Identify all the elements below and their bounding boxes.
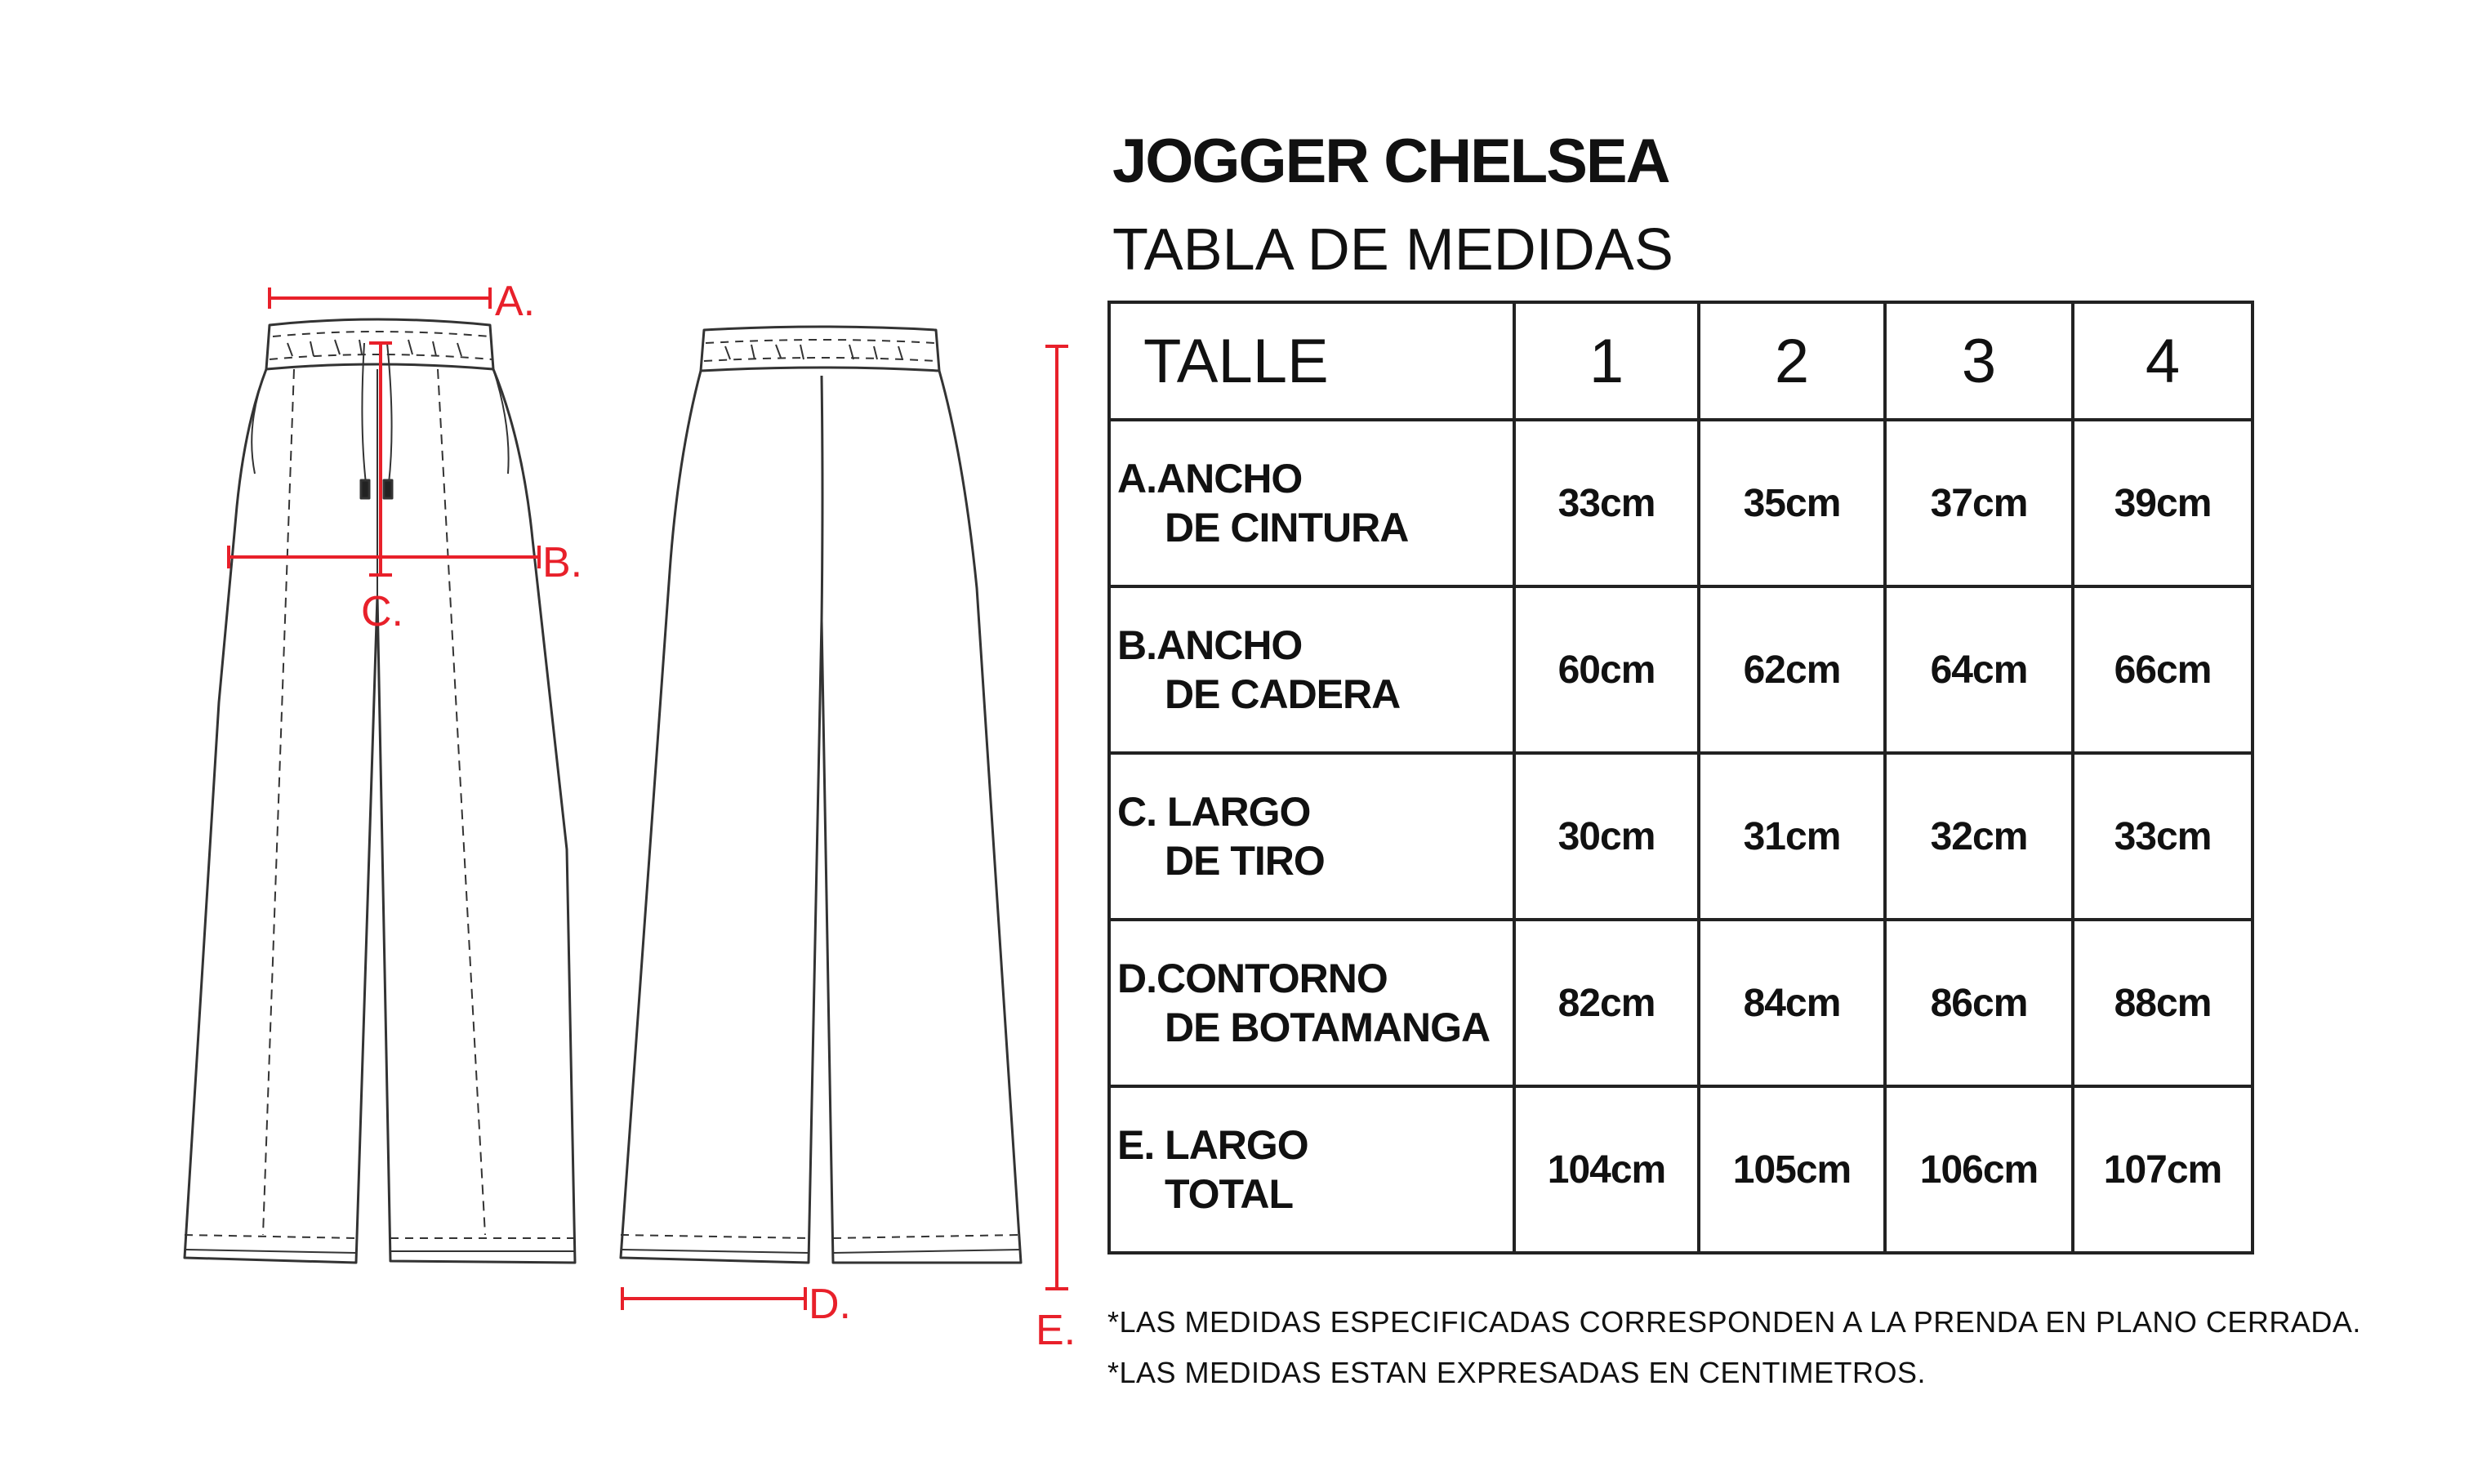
- marker-c: C.: [361, 588, 403, 635]
- footnote: *LAS MEDIDAS ESTAN EXPRESADAS EN CENTIMETROS.: [1107, 1356, 1927, 1389]
- measurement-lines: [229, 287, 1068, 1310]
- row-label: [1109, 920, 1514, 1086]
- cell-value: 84cm: [1699, 920, 1885, 1086]
- header-size-2: 2: [1699, 302, 1885, 420]
- row-label-line1: LARGO: [1165, 1122, 1308, 1168]
- table-row: [1109, 920, 2253, 1086]
- row-label-line1: CONTORNO: [1156, 956, 1388, 1001]
- size-table: [1107, 301, 2254, 1254]
- footnotes: [1107, 1297, 2361, 1398]
- row-code: A.: [1117, 456, 1156, 501]
- table-row: [1109, 753, 2253, 920]
- row-label-line1: LARGO: [1166, 789, 1311, 835]
- row-label-line2: DE CINTURA: [1165, 505, 1409, 550]
- header-size-4: 4: [2073, 302, 2253, 420]
- cell-value: 64cm: [1885, 586, 2073, 753]
- cell-value: 31cm: [1699, 753, 1885, 920]
- row-label-line2: TOTAL: [1165, 1171, 1294, 1217]
- cell-value: 35cm: [1699, 420, 1885, 586]
- cell-value: 33cm: [2073, 753, 2253, 920]
- row-label: [1109, 420, 1514, 586]
- header-talle: TALLE: [1109, 302, 1514, 420]
- cell-value: 30cm: [1514, 753, 1699, 920]
- cell-value: 107cm: [2073, 1086, 2253, 1253]
- marker-d: D.: [809, 1281, 851, 1328]
- row-label: [1109, 586, 1514, 753]
- cell-value: 88cm: [2073, 920, 2253, 1086]
- row-label-line2: DE CADERA: [1165, 671, 1401, 717]
- marker-e: E.: [1036, 1307, 1076, 1354]
- row-label-line2: DE BOTAMANGA: [1165, 1005, 1491, 1050]
- back-view-pants: [621, 327, 1021, 1263]
- cell-value: 86cm: [1885, 920, 2073, 1086]
- cell-value: 106cm: [1885, 1086, 2073, 1253]
- cell-value: 82cm: [1514, 920, 1699, 1086]
- marker-b: B.: [542, 539, 583, 586]
- product-title: JOGGER CHELSEA: [1112, 127, 1669, 196]
- row-label-line1: ANCHO: [1156, 622, 1303, 668]
- table-row: [1109, 1086, 2253, 1253]
- cell-value: 105cm: [1699, 1086, 1885, 1253]
- cell-value: 39cm: [2073, 420, 2253, 586]
- row-code: D.: [1117, 956, 1156, 1001]
- table-row: [1109, 586, 2253, 753]
- footnote: *LAS MEDIDAS ESPECIFICADAS CORRESPONDEN A LA PRENDA EN PLANO CERRADA.: [1107, 1305, 2361, 1339]
- cell-value: 33cm: [1514, 420, 1699, 586]
- row-code: C.: [1117, 789, 1156, 835]
- row-label-line1: ANCHO: [1156, 456, 1303, 501]
- header-size-1: 1: [1514, 302, 1699, 420]
- cell-value: 104cm: [1514, 1086, 1699, 1253]
- table-row: [1109, 420, 2253, 586]
- pants-technical-drawing: [0, 0, 1111, 1484]
- row-label: [1109, 1086, 1514, 1253]
- cell-value: 37cm: [1885, 420, 2073, 586]
- marker-a: A.: [495, 278, 536, 325]
- row-label: [1109, 753, 1514, 920]
- cell-value: 60cm: [1514, 586, 1699, 753]
- header-size-3: 3: [1885, 302, 2073, 420]
- row-code: B.: [1117, 622, 1156, 668]
- row-label-line2: DE TIRO: [1165, 838, 1325, 884]
- row-code: E.: [1117, 1122, 1155, 1168]
- cell-value: 32cm: [1885, 753, 2073, 920]
- size-table-header: [1109, 302, 2253, 420]
- cell-value: 66cm: [2073, 586, 2253, 753]
- cell-value: 62cm: [1699, 586, 1885, 753]
- size-table-title: TABLA DE MEDIDAS: [1112, 217, 1673, 283]
